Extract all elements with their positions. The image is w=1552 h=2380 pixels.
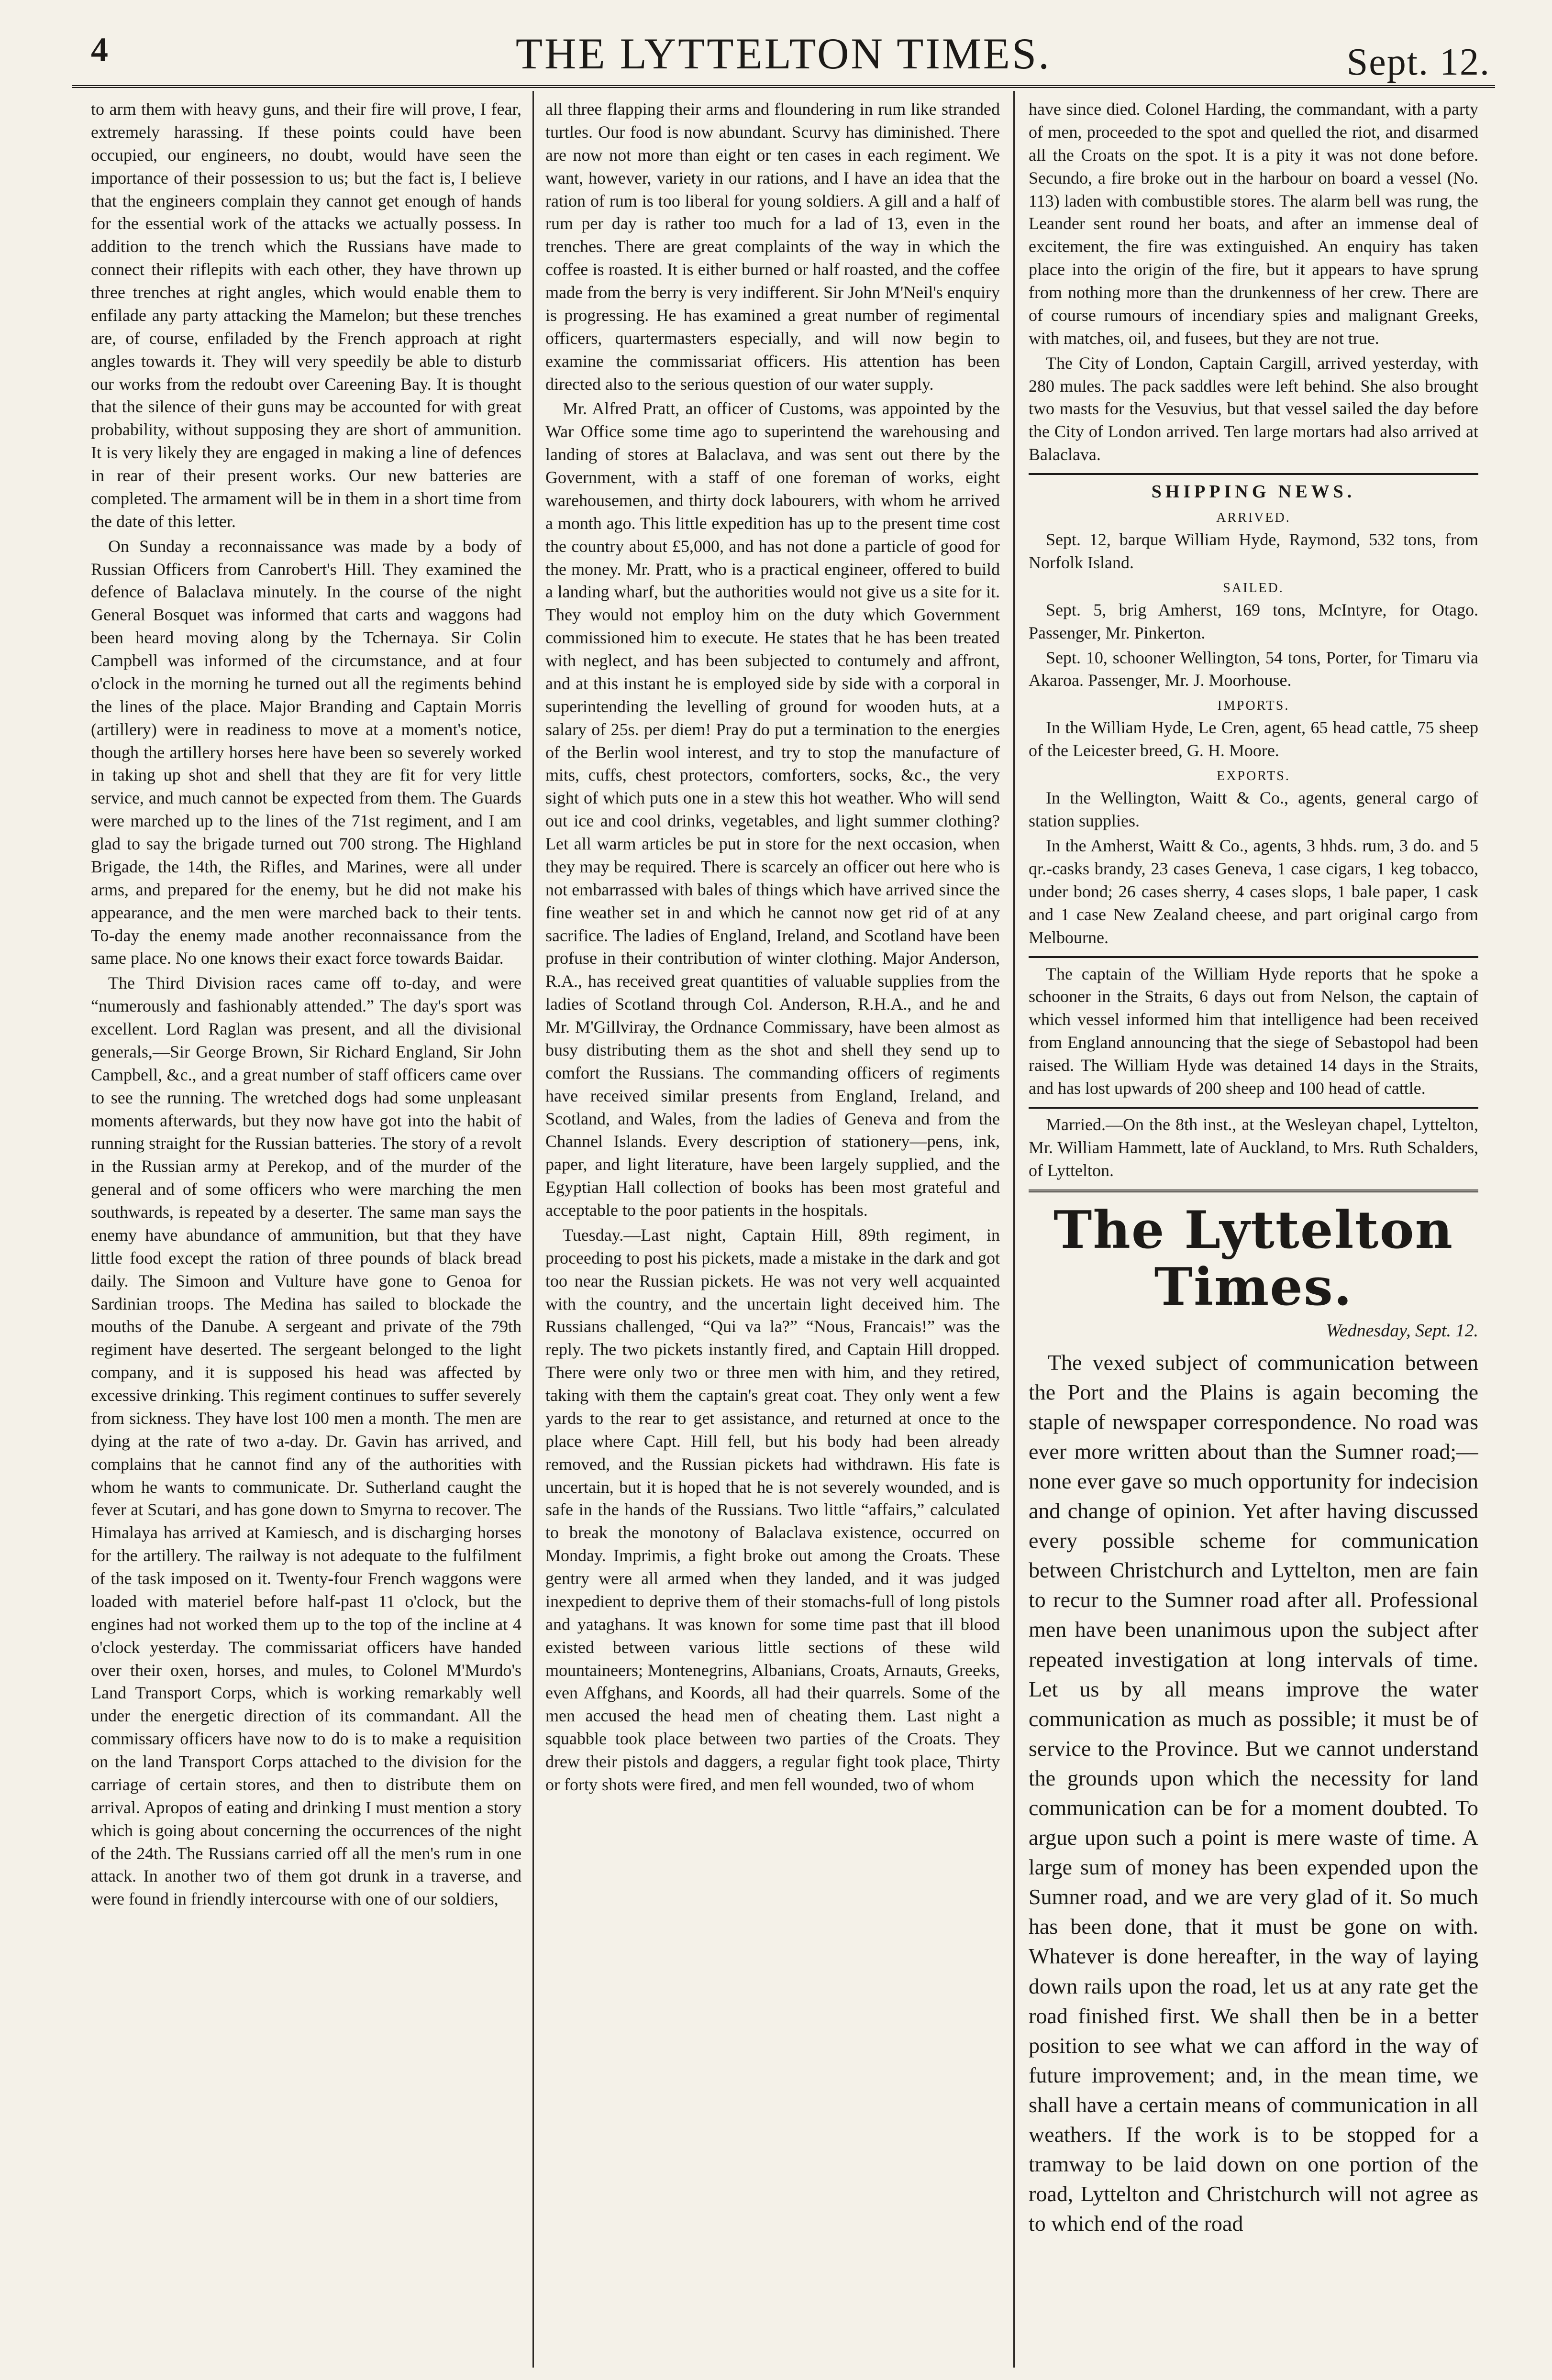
editorial-dateline: Wednesday, Sept. 12. (1326, 1321, 1478, 1341)
article-paragraph: On Sunday a reconnaissance was made by a body of Russian Officers from Canrobert's Hill. They examined the defence of Balaclava minutely. In the course of the night General Bosquet was informed that carts and waggons had been heard moving along by the Tchernaya. Sir Colin Campbell was informed of the circumstance, and at four o'clock in the morning he turned out all the regiments behind the lines of the place. Major Branding and Captain Morris (artillery) were in readiness to move at a moment's notice, though the artillery horses here have been so severely worked in taking up shot and shell that they are fit for very little service, and much cannot be expected from them. The Guards were marched up to the lines of the 71st regiment, and I am glad to say the brigade turned out 700 strong. The Highland Brigade, the 14th, the Rifles, and Marines, were all under arms, and prepared for the enemy, but he did not make his appearance, and the men were marched back to their tents. To-day the enemy made another reconnaissance from the same place. No one knows their exact force towards Baidar. (91, 536, 521, 968)
issue-date: Sept. 12. (1346, 41, 1490, 83)
imports-label: IMPORTS. (1217, 698, 1290, 714)
editorial-text: The vexed subject of communication between the Port and the Plains is again becoming the staple of newspaper correspondence. No road was ever more written about than the Sumner road;—none ever gave so much opportunity for indecision and change of opinion. Yet after having discussed every possible scheme for communication between Christchurch and Lyttelton, men are fain to recur to the Sumner road after all. Professional men have been unanimous upon the subject after repeated investigation at long intervals of time. Let us by all means improve the water communication as much as possible; it must be of service to the Province. But we cannot understand the grounds upon which the necessity for land communication can be for a moment doubted. To argue upon such a point is mere waste of time. A large sum of money has been expended upon the Sumner road, and we are very glad of it. So much has been done, that it must be gone on with. Whatever is done hereafter, in the way of laying down rails upon the road, let us at any rate get the road finished first. We shall then be in a better position to see what we can afford in the way of future improvement; and, in the mean time, we shall have a certain means of communication in all weathers. If the work is to be stopped for a tramway to be laid down on one portion of the road, Lyttelton and Christchurch will not agree as to which end of the road (1029, 1350, 1478, 2236)
news-paragraph: have since died. Colonel Harding, the commandant, with a party of men, proceeded to the spot and quelled the riot, and disarmed all the Croats on the spot. It is a pity it was not done before. Secundo, a fire broke out in the harbour on board a vessel (No. 113) laden with combustible stores. The alarm bell was rung, the Leander sent round her boats, and after an immense deal of excitement, the fire was extinguished. An enquiry has taken place into the origin of the fire, but it appears to have sprung from nothing more than the drunkenness of her crew. There are of course rumours of incendiary spies and malignant Greeks, with matches, oil, and fusees, but they are not true. (1029, 99, 1478, 348)
editorial-heading: The Lyttelton Times. (1053, 1200, 1453, 1318)
editorial (1029, 1348, 1478, 2239)
exports-entry: In the Amherst, Waitt & Co., agents, 3 hhds. rum, 3 do. and 5 qr.-casks brandy, 23 cases Geneva, 1 case cigars, 1 keg tobacco, under bond; 26 cases sherry, 4 cases slops, 1 bale paper, 1 cask and 1 case New Zealand cheese, and part original cargo from Melbourne. (1029, 836, 1478, 947)
shipping-news-title: SHIPPING NEWS. (1151, 482, 1356, 502)
column-divider (1013, 91, 1015, 2368)
column-divider (532, 91, 534, 2368)
article-paragraph: The Third Division races came off to-day, and were “numerously and fashionably attended.” The day's sport was excellent. Lord Raglan was present, and all the divisional generals,—Sir George Brown, Sir Richard England, Sir John Campbell, &c., and a great number of staff officers came over to see the running. The wretched dogs had some unpleasant moments afterwards, but they now have got into the habit of running straight for the Russian batteries. The story of a revolt in the Russian army at Perekop, and of the murder of the general and of some officers who were marching the men southwards, is repeated by a deserter. The same man says the enemy have abundance of ammunition, but that they have little food except the ration of three pounds of black bread daily. The Simoon and Vulture have gone to Genoa for Sardinian troops. The Medina has sailed to blockade the mouths of the Danube. A sergeant and private of the 79th regiment have deserted. The sergeant belonged to the light company, and it is supposed his head was affected by excessive drinking. This regiment continues to suffer severely from sickness. They have lost 100 men a month. The men are dying at the rate of two a-day. Dr. Gavin has arrived, and complains that he cannot find any of the authorities with whom he wants to communicate. Dr. Sutherland caught the fever at Scutari, and has gone down to Smyrna to recover. The Himalaya has arrived at Kamiesch, and is discharging horses for the artillery. The railway is not adequate to the fulfilment of the task imposed on it. Twenty-four French waggons were loaded with materiel before half-past 11 o'clock, but the engines had not worked them up to the top of the incline at 4 o'clock yesterday. The commissariat officers have handed over their oxen, horses, and mules, to Colonel M'Murdo's Land Transport Corps, which is working remarkably well under the energetic direction of its commandant. All the commissary officers have now to do is to make a requisition on the land Transport Corps attached to the division for the carriage of certain stores, and then to distribute them on arrival. Apropos of eating and drinking I must mention a story which is going about concerning the occurrences of the night of the 24th. The Russians carried off all the men's rum in one attack. In another two of them got drunk in a traverse, and were found in friendly intercourse with one of our soldiers, (91, 973, 521, 1909)
arrived-label: ARRIVED. (1216, 510, 1291, 525)
sailed-label: SAILED. (1223, 580, 1284, 595)
column-1 (91, 98, 521, 2365)
news-paragraph: The City of London, Captain Cargill, arrived yesterday, with 280 mules. The pack saddles were left behind. She also brought two masts for the Vesuvius, but that vessel sailed the day before the City of London arrived. Ten large mortars had also arrived at Balaclava. (1029, 353, 1478, 464)
sailed-entry: Sept. 5, brig Amherst, 169 tons, McIntyre, for Otago. Passenger, Mr. Pinkerton. (1029, 600, 1478, 642)
captain-report: The captain of the William Hyde reports that he spoke a schooner in the Straits, 6 days out from Nelson, the captain of which vessel informed him that intelligence had been received from England announcing that the siege of Sebastopol had been raised. The William Hyde was detained 14 days in the Straits, and has lost upwards of 200 sheep and 100 head of cattle. (1029, 964, 1478, 1098)
article-paragraph: to arm them with heavy guns, and their fire will prove, I fear, extremely harassing. If these points could have been occupied, our engineers, no doubt, would have seen the importance of their possession to us; but the fact is, I believe that the engineers complain they cannot get enough of hands for the essential work of the attacks we actually possess. In addition to the trench which the Russians have made to connect their riflepits with each other, they have thrown up three trenches at right angles, which would enable them to enfilade any party attacking the Mamelon; but these trenches are, of course, enfiladed by the French approach at right angles towards it. They will very speedily be able to disturb our works from the redoubt over Careening Bay. It is thought that the silence of their guns may be accounted for with great probability, without supposing they are short of ammunition. It is very likely they are engaged in making a line of defences in rear of their present works. Our new batteries are completed. The armament will be in them in a short time from the date of this letter. (91, 99, 521, 531)
exports-label: EXPORTS. (1217, 769, 1290, 784)
imports-entry: In the William Hyde, Le Cren, agent, 65 head cattle, 75 sheep of the Leicester breed, G. H. Moore. (1029, 718, 1478, 760)
arrived-entry: Sept. 12, barque William Hyde, Raymond, 532 tons, from Norfolk Island. (1029, 529, 1478, 572)
section-rule (1029, 1107, 1478, 1109)
article-paragraph: Tuesday.—Last night, Captain Hill, 89th regiment, in proceeding to post his pickets, made a mistake in the dark and got too near the Russian pickets. He was not very well acquainted with the country, and the uncertain light deceived him. The Russians challenged, “Qui va la?” “Nous, Francais!” was the reply. The two pickets instantly fired, and Captain Hill dropped. There were only two or three men with him, and they retired, taking with them the captain's great coat. They only went a few yards to the rear to get assistance, and returned at once to the place where Capt. Hill fell, but his body had been already removed, and the Russian pickets had withdrawn. His fate is uncertain, but it is hoped that he is not severely wounded, and is safe in the hands of the Russians. Two little “affairs,” calculated to break the monotony of Balaclava existence, occurred on Monday. Imprimis, a fight broke out among the Croats. These gentry were all armed when they landed, and it was judged inexpedient to deprive them of their stomachs-full of long pistols and yataghans. It was known for some time past that ill blood existed between various little sections of these wild mountaineers; Montenegrins, Albanians, Croats, Arnauts, Greeks, even Affghans, and Koords, all had their quarrels. Some of the men accused the head men of cheating them. Last night a squabble took place between two parties of the Croats. They drew their pistols and daggers, a regular fight took place, Thirty or forty shots were fired, and men fell wounded, two of whom (545, 1225, 1000, 1794)
sailed-entry: Sept. 10, schooner Wellington, 54 tons, Porter, for Timaru via Akaroa. Passenger, Mr. J. Moorhouse. (1029, 648, 1478, 690)
masthead-rule (72, 85, 1495, 88)
column-3 (1029, 98, 1478, 2365)
masthead (72, 26, 1495, 84)
section-rule (1029, 956, 1478, 958)
column-2 (545, 98, 1000, 2365)
marriage-notice: Married.—On the 8th inst., at the Wesleyan chapel, Lyttelton, Mr. William Hammett, late of Auckland, to Mrs. Ruth Schalders, of Lyttelton. (1029, 1114, 1478, 1180)
section-rule (1029, 473, 1478, 475)
article-paragraph: all three flapping their arms and floundering in rum like stranded turtles. Our food is now abundant. Scurvy has diminished. There are now not more than eight or ten cases in each regiment. We want, however, variety in our rations, and I have an idea that the ration of rum is too liberal for young soldiers. A gill and a half of rum per day is rather too much for a lad of 13, even in the trenches. There are great complaints of the way in which the coffee is roasted. It is either burned or half roasted, and the coffee made from the berry is very indifferent. Sir John M'Neil's enquiry is progressing. He has examined a great number of regimental officers, quartermasters especially, and will now begin to examine the commissariat officers. His attention has been directed also to the serious question of our water supply. (545, 99, 1000, 394)
section-rule (1029, 1190, 1478, 1192)
article-paragraph: Mr. Alfred Pratt, an officer of Customs, was appointed by the War Office some time ago to superintend the warehousing and landing of stores at Balaclava, and was sent out there by the Government, with a staff of one foreman of works, eight warehousemen, and thirty dock labourers, with whom he arrived a month ago. This little expedition has up to the present time cost the country about £5,000, and has not done a particle of good for the money. Mr. Pratt, who is a practical engineer, offered to build a landing wharf, but the authorities would not give us a site for it. They would not employ him on the duty which Government commissioned him to execute. He states that he has been treated with neglect, and has been subjected to contumely and affront, and at this instant he is employed side by side with a corporal in superintending the levelling of ground for wooden huts, at a salary of 25s. per diem! Pray do put a termination to the energies of the Berlin wool interest, and try to stop the manufacture of mits, cuffs, chest protectors, comforters, socks, &c., the very sight of which puts one in a stew this hot weather. Who will send out ice and cool drinks, vegetables, and light summer clothing? Let all warm articles be put in store for the next occasion, when they may be required. There is scarcely an officer out here who is not embarrassed with bales of things which have arrived since the fine weather set in and which he cannot now get rid of at any sacrifice. The ladies of England, Ireland, and Scotland have been profuse in their contribution of winter clothing. Major Anderson, R.A., has received great quantities of valuable supplies from the ladies of Scotland through Col. Anderson, R.H.A., and he and Mr. M'Gillviray, the Ordnance Commissary, have been almost as busy distributing them as the shot and shell they send up to comfort the Russians. The commanding officers of regiments have received similar presents from England, Ireland, and Scotland, and Wales, from the ladies of Geneva and from the Channel Islands. Every description of stationery—pens, ink, paper, and light literature, have been largely supplied, and the Egyptian Hall collection of books has been most grateful and acceptable to the poor patients in the hospitals. (545, 399, 1000, 1220)
exports-entry: In the Wellington, Waitt & Co., agents, general cargo of station supplies. (1029, 788, 1478, 831)
page-number: 4 (91, 31, 108, 69)
newspaper-title: THE LYTTELTON TIMES. (515, 29, 1052, 78)
